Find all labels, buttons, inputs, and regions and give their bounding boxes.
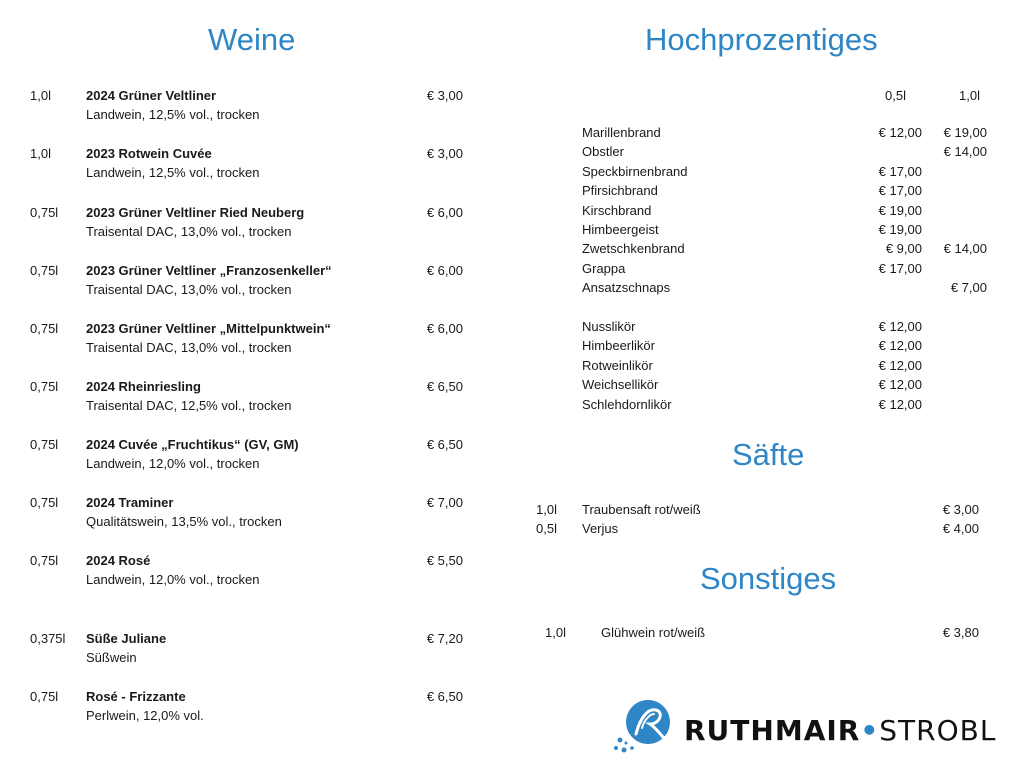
wine-item <box>0 203 470 247</box>
wine-name: 2023 Grüner Veltliner „Franzosenkeller“ <box>86 263 332 278</box>
spirit-name: Grappa <box>582 260 626 276</box>
wine-item <box>0 493 470 537</box>
wine-item <box>0 435 470 479</box>
wine-name: 2024 Traminer <box>86 495 174 510</box>
spirit-name: Speckbirnenbrand <box>582 163 688 179</box>
wine-volume: 1,0l <box>30 88 51 103</box>
wine-volume: 0,75l <box>30 205 59 220</box>
wine-price: € 6,00 <box>426 263 463 278</box>
spirit-name: Nusslikör <box>582 319 636 334</box>
spirit-row <box>560 239 1000 258</box>
spirit-price-05: € 17,00 <box>878 163 922 179</box>
logo-text <box>684 714 996 747</box>
wine-item <box>0 629 470 673</box>
wine-description: Traisental DAC, 13,0% vol., trocken <box>86 224 292 239</box>
other-volume: 1,0l <box>545 625 566 640</box>
spirit-name: Rotweinlikör <box>582 357 653 373</box>
spirit-row <box>560 220 1000 239</box>
wine-description: Perlwein, 12,0% vol. <box>86 708 204 723</box>
juice-row <box>536 519 1000 538</box>
sonstiges-heading: Sonstiges <box>700 561 837 596</box>
spirit-row <box>560 142 1000 161</box>
spirit-name: Pfirsichbrand <box>582 183 658 199</box>
logo-separator: • <box>860 714 880 747</box>
wine-description: Landwein, 12,0% vol., trocken <box>86 456 260 471</box>
col-header-10: 1,0l <box>959 88 980 103</box>
spirit-row <box>560 201 1000 220</box>
wine-volume: 0,75l <box>30 495 59 510</box>
spirit-price-05: € 12,00 <box>878 319 922 334</box>
juice-volume: 1,0l <box>536 502 557 517</box>
wine-name: Rosé - Frizzante <box>86 689 186 704</box>
wine-volume: 0,75l <box>30 437 59 452</box>
spirit-price-05: € 12,00 <box>878 125 922 140</box>
saefte-heading: Säfte <box>732 437 805 472</box>
wine-name: 2023 Rotwein Cuvée <box>86 146 212 161</box>
wine-volume: 0,75l <box>30 263 59 278</box>
wine-description: Traisental DAC, 12,5% vol., trocken <box>86 398 292 413</box>
spirit-row <box>560 278 1000 297</box>
wine-name: 2024 Rheinriesling <box>86 379 201 394</box>
wine-price: € 6,50 <box>426 379 463 394</box>
spirit-name: Kirschbrand <box>582 202 652 218</box>
spirit-row <box>560 181 1000 200</box>
wine-description: Traisental DAC, 13,0% vol., trocken <box>86 282 292 297</box>
wine-volume: 0,375l <box>30 631 66 646</box>
spirit-price-05: € 17,00 <box>878 183 922 199</box>
wine-name: 2024 Rosé <box>86 553 151 568</box>
spirit-name: Marillenbrand <box>582 125 661 140</box>
spirit-price-05: € 19,00 <box>878 202 922 218</box>
logo-text-ruthmair: RUTHMAIR <box>684 714 861 747</box>
spirit-row <box>560 162 1000 181</box>
wine-item <box>0 86 470 130</box>
spirit-name: Himbeerlikör <box>582 338 655 354</box>
spirit-row <box>560 375 1000 394</box>
wine-item <box>0 319 470 363</box>
wine-price: € 6,50 <box>426 437 463 452</box>
wine-price: € 7,20 <box>426 631 463 646</box>
juice-price: € 3,00 <box>942 502 979 517</box>
ruthmair-strobl-logo <box>612 698 997 758</box>
col-header-05: 0,5l <box>885 88 906 103</box>
spirit-row <box>560 395 1000 414</box>
wine-volume: 0,75l <box>30 379 59 394</box>
wine-price: € 3,00 <box>426 146 463 161</box>
spirit-name: Obstler <box>582 144 624 160</box>
other-row <box>545 623 1000 642</box>
spirits-column-headers <box>560 86 1000 105</box>
wine-item <box>0 551 470 595</box>
juice-volume: 0,5l <box>536 521 557 536</box>
wine-description: Landwein, 12,0% vol., trocken <box>86 572 260 587</box>
spirit-price-10: € 14,00 <box>943 241 987 257</box>
wine-volume: 0,75l <box>30 689 59 704</box>
wine-name: Süße Juliane <box>86 631 167 646</box>
spirit-name: Himbeergeist <box>582 222 659 237</box>
spirit-name: Weichsellikör <box>582 377 659 393</box>
spirit-row <box>560 336 1000 355</box>
wine-price: € 6,00 <box>426 321 463 336</box>
wine-description: Landwein, 12,5% vol., trocken <box>86 165 260 180</box>
wine-item <box>0 377 470 421</box>
spirit-price-10: € 19,00 <box>943 125 987 140</box>
wine-description: Qualitätswein, 13,5% vol., trocken <box>86 514 282 529</box>
wine-volume: 0,75l <box>30 321 59 336</box>
wine-volume: 0,75l <box>30 553 59 568</box>
wine-description: Süßwein <box>86 650 137 665</box>
spirit-price-05: € 12,00 <box>878 396 922 412</box>
juice-row <box>536 500 1000 519</box>
wine-item <box>0 261 470 305</box>
logo-mark-icon <box>612 698 676 758</box>
spirit-price-05: € 12,00 <box>878 338 922 354</box>
wine-description: Landwein, 12,5% vol., trocken <box>86 107 260 122</box>
logo-text-strobl: STROBL <box>879 714 997 747</box>
spirit-price-10: € 14,00 <box>943 144 987 160</box>
spirit-name: Schlehdornlikör <box>582 396 672 412</box>
juice-price: € 4,00 <box>942 521 979 536</box>
spirit-price-05: € 19,00 <box>878 222 922 237</box>
wine-name: 2024 Cuvée „Fruchtikus“ (GV, GM) <box>86 437 299 452</box>
other-name: Glühwein rot/weiß <box>601 625 706 640</box>
juice-name: Traubensaft rot/weiß <box>582 502 701 517</box>
spirit-row <box>560 259 1000 278</box>
spirit-name: Ansatzschnaps <box>582 280 671 296</box>
spirit-price-05: € 9,00 <box>885 241 922 257</box>
wine-price: € 6,50 <box>426 689 463 704</box>
weine-heading: Weine <box>208 22 296 57</box>
wine-price: € 6,00 <box>426 205 463 220</box>
wine-name: 2024 Grüner Veltliner <box>86 88 217 103</box>
spirit-name: Zwetschkenbrand <box>582 241 685 257</box>
wine-price: € 3,00 <box>426 88 463 103</box>
wine-name: 2023 Grüner Veltliner „Mittelpunktwein“ <box>86 321 331 336</box>
spirit-row <box>560 356 1000 375</box>
wine-item <box>0 687 470 731</box>
juice-name: Verjus <box>582 521 619 536</box>
other-price: € 3,80 <box>942 625 979 640</box>
spirit-row <box>560 123 1000 142</box>
spirit-row <box>560 317 1000 336</box>
wine-description: Traisental DAC, 13,0% vol., trocken <box>86 340 292 355</box>
hochprozentiges-heading: Hochprozentiges <box>645 22 878 57</box>
spirit-price-05: € 12,00 <box>878 377 922 393</box>
spirit-price-05: € 12,00 <box>878 357 922 373</box>
wine-name: 2023 Grüner Veltliner Ried Neuberg <box>86 205 305 220</box>
wine-price: € 5,50 <box>426 553 463 568</box>
spirit-price-05: € 17,00 <box>878 260 922 276</box>
wine-item <box>0 144 470 188</box>
wine-price: € 7,00 <box>426 495 463 510</box>
wine-volume: 1,0l <box>30 146 51 161</box>
spirit-price-10: € 7,00 <box>950 280 987 296</box>
